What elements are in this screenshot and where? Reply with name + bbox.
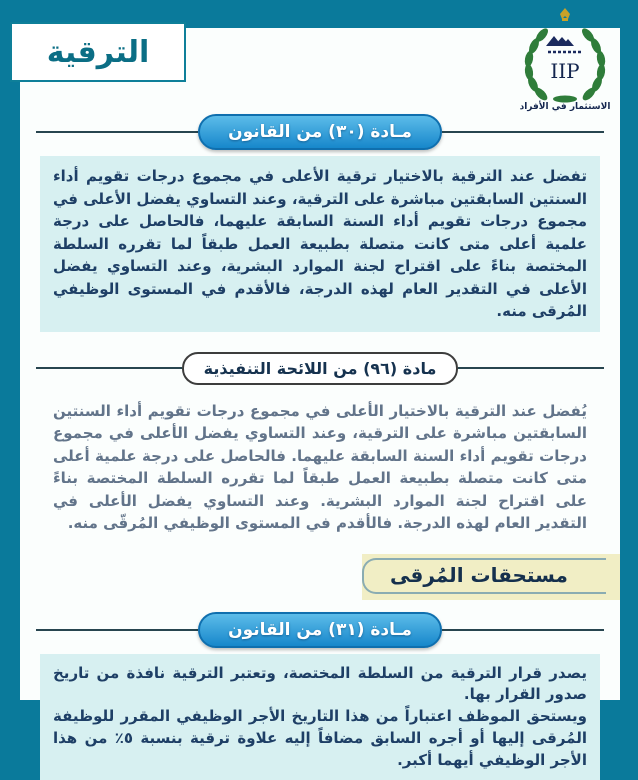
logo-tagline: الاستثمار في الأفراد xyxy=(504,102,626,112)
promoted-entitlements-heading: مستحقات المُرقى xyxy=(362,558,606,594)
iip-logo xyxy=(504,6,626,110)
page-title-text: الترقية xyxy=(47,35,150,70)
ribbon-rule-right xyxy=(442,131,604,133)
article-96-ribbon-label: مادة (٩٦) من اللائحة التنفيذية xyxy=(182,352,459,385)
pyramids-icon xyxy=(546,36,574,46)
highlight-band xyxy=(362,554,620,600)
article-31-ribbon xyxy=(36,612,604,648)
iip-logo-graphic xyxy=(504,6,626,110)
article-30-text: تفضل عند الترقية بالاختيار ترقية الأعلى في مجموع درجات تقويم أداء السنتين السابقتين مباشرة على الترقية، وعند التساوي يفضل الأعلى في مجموع درجات تقويم أداء السنة السابقة عليهما، فالحاصل على درجة علمية أعلى متى كانت متصلة بطبيعة العمل طبقاً لما تقرره السلطة المختصة بناءً على اقتراح لجنة الموارد البشرية، وعند التساوي يفضل الأعلى في التقدير العام لهذه الدرجة، فالأقدم في المستوى الوظيفي المُرقى منه. xyxy=(53,165,587,323)
content-column xyxy=(20,28,620,700)
article-30-ribbon-label: مـادة (٣٠) من القانون xyxy=(198,114,442,150)
article-96-text: يُفضل عند الترقية بالاختيار الأعلى في مجموع درجات تقويم أداء السنتين السابقتين مباشرة على الترقية، وعند التساوي يفضل الأعلى في مجموع درجات تقويم أداء السنة السابقة عليهما. فالحاصل على درجة علمية أعلى متى كانت متصلة بطبيعة العمل طبقاً لما تقرره السلطة المختصة بناءً على اقتراح لجنة الموارد البشرية. وعند التساوي يفضل الأعلى في التقدير العام لهذه الدرجة. فالأقدم في المستوى الوظيفي المُرقّى منه. xyxy=(53,400,587,535)
ribbon-rule-right xyxy=(442,629,604,631)
ribbon-rule-left xyxy=(36,131,198,133)
eagle-icon xyxy=(560,8,570,21)
promoted-entitlements-heading-band xyxy=(36,554,620,600)
ribbon-rule-right xyxy=(458,367,604,369)
content-layer xyxy=(20,28,620,700)
iip-acronym-text: IIP xyxy=(550,59,579,83)
page-title xyxy=(10,22,186,82)
article-31-ribbon-label: مـادة (٣١) من القانون xyxy=(198,612,442,648)
article-31-body xyxy=(40,654,600,780)
article-31-text-1: يصدر قرار الترقية من السلطة المختصة، وتعتبر الترقية نافذة من تاريخ صدور القرار بها. xyxy=(53,663,587,707)
ribbon-rule-left xyxy=(36,367,182,369)
article-31-text-2: ويستحق الموظف اعتباراً من هذا التاريخ الأجر الوظيفي المقرر للوظيفة المُرقى إليها أو أجره السابق مضافاً إليه علاوة ترقية بنسبة ٥٪ من هذا الأجر الوظيفي أيهما أكبر. xyxy=(53,706,587,771)
ribbon-rule-left xyxy=(36,629,198,631)
article-96-ribbon xyxy=(36,352,604,385)
article-30-body xyxy=(40,156,600,332)
article-30-ribbon xyxy=(36,114,604,150)
article-96-body xyxy=(40,391,600,544)
